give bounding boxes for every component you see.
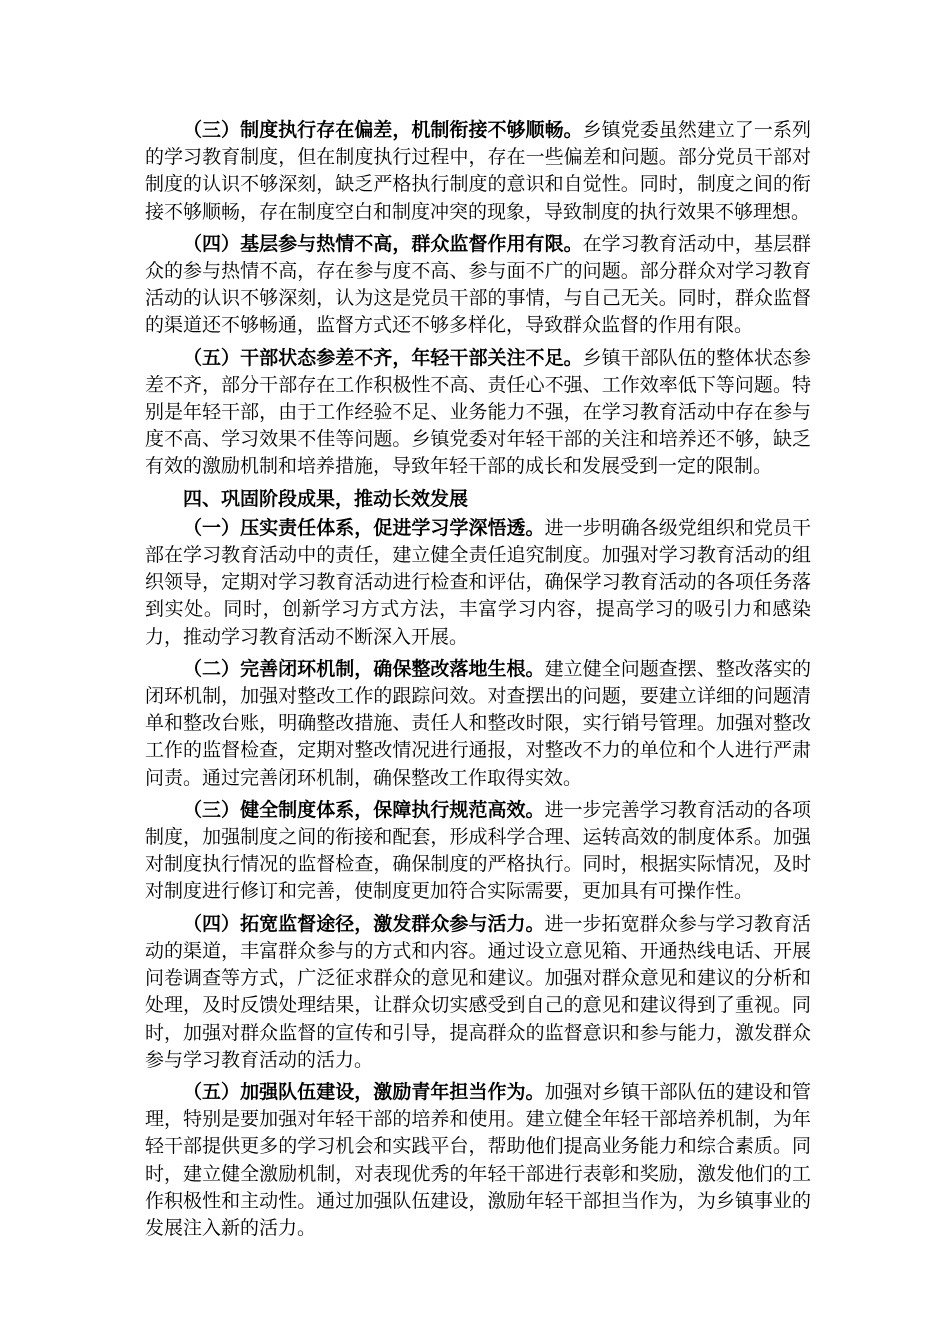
paragraph-lead: （三）制度执行存在偏差，机制衔接不够顺畅。 [183,119,583,141]
paragraph-4-2 [145,656,811,792]
paragraph-body: 乡镇党委虽然建立了一系列的学习教育制度，但在制度执行过程中，存在一些偏差和问题。部分党员干部对制度的认识不够深刻，缺乏严格执行制度的意识和自觉性。同时，制度之间的衔接不够顺畅，存在制度空白和制度冲突的现象，导致制度的执行效果不够理想。 [145,119,811,223]
document-page [145,117,811,1247]
paragraph-4-4 [145,911,811,1074]
paragraph-4-5 [145,1079,811,1242]
paragraph-body: 建立健全问题查摆、整改落实的闭环机制，加强对整改工作的跟踪问效。对查摆出的问题，要建立详细的问题清单和整改台账，明确整改措施、责任人和整改时限，实行销号管理。加强对整改工作的监督检查，定期对整改情况进行通报，对整改不力的单位和个人进行严肃问责。通过完善闭环机制，确保整改工作取得实效。 [145,657,811,789]
paragraph-lead: （五）加强队伍建设，激励青年担当作为。 [183,1080,545,1103]
paragraph-lead: （二）完善闭环机制，确保整改落地生根。 [183,657,545,680]
paragraph-lead: （四）拓宽监督途径，激发群众参与活力。 [183,912,545,935]
paragraph-body: 乡镇干部队伍的整体状态参差不齐，部分干部存在工作积极性不高、责任心不强、工作效率低下等问题。特别是年轻干部，由于工作经验不足、业务能力不强，在学习教育活动中存在参与度不高、学习效果不佳等问题。乡镇党委对年轻干部的关注和培养还不够，缺乏有效的激励机制和培养措施，导致年轻干部的成长和发展受到一定的限制。 [145,346,811,478]
paragraph-4-1 [145,515,811,651]
paragraph-body: 进一步拓宽群众参与学习教育活动的渠道，丰富群众参与的方式和内容。通过设立意见箱、开通热线电话、开展问卷调查等方式，广泛征求群众的意见和建议。加强对群众意见和建议的分析和处理，及时反馈处理结果，让群众切实感受到自己的意见和建议得到了重视。同时，加强对群众监督的宣传和引导，提高群众的监督意识和参与能力，激发群众参与学习教育活动的活力。 [145,912,811,1071]
paragraph-lead: （三）健全制度体系，保障执行规范高效。 [183,798,545,821]
paragraph-body: 加强对乡镇干部队伍的建设和管理，特别是要加强对年轻干部的培养和使用。建立健全年轻干部培养机制，为年轻干部提供更多的学习机会和实践平台，帮助他们提高业务能力和综合素质。同时，建立健全激励机制，对表现优秀的年轻干部进行表彰和奖励，激发他们的工作积极性和主动性。通过加强队伍建设，激励年轻干部担当作为，为乡镇事业的发展注入新的活力。 [145,1080,811,1239]
paragraph-3-4 [145,231,811,340]
paragraph-3-3 [145,117,811,226]
paragraph-lead: （五）干部状态参差不齐，年轻干部关注不足。 [183,346,583,369]
paragraph-lead: （一）压实责任体系，促进学习学深悟透。 [183,516,545,539]
paragraph-body: 在学习教育活动中，基层群众的参与热情不高，存在参与度不高、参与面不广的问题。部分群众对学习教育活动的认识不够深刻，认为这是党员干部的事情，与自己无关。同时，群众监督的渠道还不够畅通，监督方式还不够多样化，导致群众监督的作用有限。 [145,232,811,337]
paragraph-lead: （四）基层参与热情不高，群众监督作用有限。 [183,232,583,255]
paragraph-3-5 [145,345,811,481]
paragraph-4-3 [145,797,811,906]
section-heading: 四、巩固阶段成果，推动长效发展 [183,487,469,510]
paragraph-body: 进一步完善学习教育活动的各项制度，加强制度之间的衔接和配套，形成科学合理、运转高效的制度体系。加强对制度执行情况的监督检查，确保制度的严格执行。同时，根据实际情况，及时对制度进行修订和完善，使制度更加符合实际需要，更加具有可操作性。 [145,798,811,903]
paragraph-body: 进一步明确各级党组织和党员干部在学习教育活动中的责任，建立健全责任追究制度。加强对学习教育活动的组织领导，定期对学习教育活动进行检查和评估，确保学习教育活动的各项任务落到实处。同时，创新学习方式方法，丰富学习内容，提高学习的吸引力和感染力，推动学习教育活动不断深入开展。 [145,516,811,648]
